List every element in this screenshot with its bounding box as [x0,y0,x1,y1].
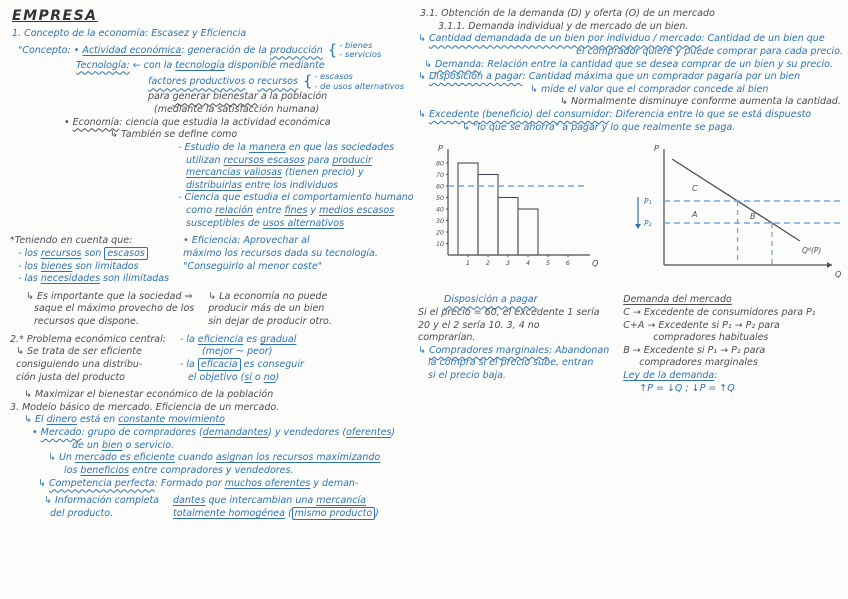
notes-column [208,291,332,329]
region-label-c: C [692,184,698,194]
wavy-underlined-text: Economía [72,116,120,128]
notes-columns [10,235,398,286]
note-line: • Mercado: grupo de compradores (demandantes) y vendedores (oferentes) [32,427,396,438]
underlined-text: bien [101,439,123,451]
boxed-text: mismo producto [292,507,376,520]
notes-column [183,235,378,286]
notes-column [10,291,194,329]
note-line: compradores habituales [653,332,769,344]
underlined-text: sí [244,371,252,383]
note-line: ↳ También se define como [110,129,238,141]
note-line: C+A → Excedente si P₁ → P₂ para [623,319,780,331]
note-line: • Economía: ciencia que estudia la actividad económica [64,116,331,128]
note-line: máximo los recursos dada su tecnología. [183,247,378,259]
wavy-underlined-text: Compradores marginales [428,344,549,356]
note-line: ↳ Se trata de ser eficiente [16,346,142,358]
underlined-text: eficiencia [197,333,244,345]
underlined-text: muchos oferentes [224,477,311,489]
underlined-text: no [263,371,276,383]
note-line: producir más de un bien [208,303,325,315]
x-tick-label: 6 [565,259,571,268]
wavy-underlined-text: Cantidad demandada de un bien por individuo / mercado [428,33,702,45]
wavy-underlined-text: Mercado [40,427,82,438]
note-line: ↳ Maximizar el bienestar económico de la población [24,389,274,401]
note-line: ↳ Información completa [44,495,160,507]
note-line: Ley de la demanda: [623,370,718,381]
note-line: 20 y el 2 sería 10. 3, 4 no [418,319,540,331]
notes-page-left [0,0,414,599]
note-line [418,294,609,307]
note-line: "Conseguirlo al menor coste" [183,260,323,272]
notes-columns [10,334,398,385]
x-tick-label: 5 [545,259,551,268]
underlined-text: relación [215,205,254,216]
underlined-text: recursos [40,247,82,259]
brace-items [314,72,404,91]
y-tick-label: 60 [435,183,444,191]
y-tick-label: 30 [435,218,444,226]
underlined-text: Ley de la demanda [623,370,715,381]
wavy-underlined-text: Excedente (beneficio) del consumidor [428,109,610,120]
wavy-underlined-text: Demanda [434,58,482,70]
market-demand-chart-box [632,139,848,292]
notes-section [10,28,414,230]
bar [518,209,538,255]
demand-curve [672,159,800,241]
note-line: Tecnología: ← con la tecnología disponible mediante [76,59,325,71]
note-line: ↳ Excedente (beneficio) del consumidor: Diferencia entre lo que se está dispuesto [418,109,812,120]
boxed-text: escasos [104,247,148,260]
note-line: como relación entre fines y medios escasos [186,205,395,216]
x-axis-arrow-icon [827,262,832,268]
note-line: el objetivo (sí o no) [187,371,280,383]
y-tick-label: 10 [435,241,444,249]
note-line: 3.1.1. Demanda individual y de mercado de un bien. [438,20,689,32]
notes-columns [10,291,398,329]
y-axis-label: P [438,144,443,154]
note-line: Si el precio = 60, el excedente 1 sería [418,306,600,318]
wavy-underlined-text: factores productivos [148,76,246,88]
note-line: C → Excedente de consumidores para P₁ [623,306,816,318]
note-line: comprarían. [418,332,476,344]
underlined-text: asignan los recursos maximizando [215,452,381,464]
note-line: - las necesidades son ilimitadas [18,273,170,285]
note-line: *Teniendo en cuenta que: [10,235,133,247]
underlined-text: mercancías valiosas [186,167,282,179]
y-axis-label: P [654,144,659,154]
brace-icon: { [327,40,338,59]
underlined-text: necesidades [40,273,101,285]
x-axis-label: Q [592,259,599,269]
note-line: - los recursos son escasos [10,248,169,261]
underlined-text: dantes [173,495,206,507]
underlined-text: bienes [40,260,73,272]
brace-item: - escasos [314,71,353,82]
note-line: ↳ Es importante que la sociedad ⇒ [26,290,193,302]
note-line: consiguiendo una distribu- [16,358,143,370]
note-line: la compra si el precio sube, entran [428,357,594,369]
x-axis-label: Q [835,270,842,280]
note-line: B → Excedente si P₁ → P₂ para [623,344,766,356]
p2-label: P₂ [644,219,652,229]
underlined-text: tecnología [175,59,225,71]
wavy-underlined-text: producción [270,44,323,56]
underlined-text: constante movimiento [118,414,225,426]
brace-icon: { [302,72,313,91]
brace-group [328,41,382,60]
notes-columns [10,495,398,520]
underlined-text: Demanda del mercado [623,294,732,306]
p1-label: P₁ [644,197,652,207]
note-line: - la eficacia es conseguir [179,358,304,370]
note-line: utilizan recursos escasos para producir [186,154,372,166]
note-line: (mediante la satisfacción humana) [154,104,320,115]
y-tick-label: 50 [435,195,444,203]
underlined-text: gradual [260,333,297,345]
note-line: ↳ "lo que se ahorra" a pagar y lo que realmente se paga. [462,121,736,133]
notes-column [10,334,166,385]
underlined-text: dinero [46,414,77,426]
wavy-underlined-text: recursos [257,76,298,88]
willingness-to-pay-chart [418,139,606,281]
bar [458,163,478,255]
note-line: 3. Modelo básico de mercado. Eficiencia de un mercado. [10,401,280,413]
note-line: ↑P = ↓Q ; ↓P = ↑Q [639,382,735,394]
note-line: dantes que intercambian una mercancía [173,495,366,507]
note-line: "Concepto: • Actividad económica: generación de la producción { - bienes - servicios [18,39,382,60]
underlined-text: usos alternativos [262,217,345,229]
note-line: ↳ Normalmente disminuye conforme aumenta la cantidad. [560,96,841,108]
note-line: - Ciencia que estudia el comportamiento humano [178,192,414,204]
note-line: - la eficiencia es gradual [179,333,297,345]
wavy-underlined-text: Competencia perfecta [48,477,155,489]
note-line: sin dejar de producir otro. [208,316,332,327]
underlined-text: mercancía [316,495,366,507]
note-line: - Estudio de la manera en que las sociedades [178,141,395,153]
note-line: ción justa del producto [16,371,125,383]
note-line: el comprador quiere y puede comprar para cada precio. [576,45,844,57]
brace-item: - de usos alternativos [314,80,405,91]
x-tick-label: 4 [525,259,531,268]
notes-column [173,495,379,520]
x-tick-label: 1 [465,259,471,268]
notes-columns [418,294,842,395]
y-tick-label: 80 [435,160,444,168]
underlined-text: beneficios [80,464,129,476]
note-line: compradores marginales [639,357,758,369]
underlined-text: medios escasos [319,205,395,216]
boxed-text: eficacia [198,358,241,371]
underlined-text: totalmente homogénea [173,507,285,519]
y-tick-label: 20 [435,229,444,237]
underlined-text: manera [249,141,286,153]
note-line: ↳ La economía no puede [208,290,328,302]
region-label-b: B [750,212,756,222]
note-line: 3.1. Obtención de la demanda (D) y oferta (O) de un mercado [420,8,715,19]
brace-item: - servicios [339,49,382,60]
note-line [623,294,815,307]
note-line: ↳ Disposición a pagar: Cantidad máxima que un comprador pagaría por un bien [418,71,801,83]
note-line: ↳ Demanda: Relación entre la cantidad que se desea comprar de un bien y su precio. [424,58,833,70]
note-line: ↳ Competencia perfecta: Formado por muchos oferentes y deman- [38,477,359,489]
charts-row [418,139,842,292]
note-line: mercancías valiosas (tienen precio) y [186,167,364,179]
notes-column [180,334,304,385]
y-tick-label: 40 [435,206,444,214]
underlined-text: demandantes [202,427,269,438]
underlined-text: distribuirlas [186,179,242,191]
brace-group [303,72,404,91]
underlined-text: fines [284,205,308,216]
note-line: susceptibles de usos alternativos [186,217,345,229]
note-line: ↳ Cantidad demandada de un bien por individuo / mercado: Cantidad de un bien que [418,33,825,45]
note-line: ↳ Compradores marginales: Abandonan [418,344,610,356]
note-line: del producto. [50,507,114,519]
note-line: recursos que dispone. [34,316,139,327]
underlined-text: oferentes [346,427,392,438]
notes-column [10,495,159,520]
bar [498,198,518,256]
brace-item: - bienes [339,39,373,50]
market-demand-chart [632,139,848,289]
note-line: ↳ Un mercado es eficiente cuando asignan los recursos maximizando [48,452,381,464]
note-line: 1. Concepto de la economía: Escasez y Eficiencia [12,28,247,39]
underlined-text: mercado es eficiente [74,452,175,464]
note-line: si el precio baja. [428,370,506,381]
note-line: para generar bienestar a la población [148,91,328,103]
note-line: saque el máximo provecho de los [34,303,195,315]
note-line: - los bienes son limitados [18,260,139,272]
wavy-underlined-text: Tecnología: [76,59,130,71]
wavy-underlined-text: Disposición a pagar [428,71,523,83]
wavy-underlined-text: generar bienestar [172,91,258,103]
notes-section [418,8,842,134]
notes-page-right [404,0,848,599]
note-line: ↳ mide el valor que el comprador concede al bien [530,83,769,95]
note-line: ↳ El dinero está en constante movimiento [24,414,225,426]
underlined-text: recursos escasos [223,154,305,166]
note-line: (mejor ~ peor) [201,346,273,358]
wavy-underlined-text: Disposición a pagar [444,294,538,306]
brace-items [339,41,381,60]
notes-column [418,294,609,395]
underlined-text: producir [332,154,372,166]
note-line: factores productivos o recursos { - escasos - de usos alternativos [148,71,405,91]
demand-curve-label: Qᵈ(P) [802,246,822,256]
x-tick-label: 2 [485,259,491,268]
price-drop-arrow-icon [635,224,641,229]
notes-column [623,294,815,395]
notes-column [10,235,169,286]
note-line: 2.* Problema económico central: [10,333,166,345]
page-title: EMPRESA [12,8,98,24]
x-tick-label: 3 [505,259,511,268]
note-line: de un bien o servicio. [72,439,175,451]
underlined-text: Actividad económica [82,44,182,56]
note-line: • Eficiencia: Aprovechar al [183,235,310,247]
region-label-a: A [692,210,698,220]
note-line: los beneficios entre compradores y vendedores. [64,464,294,476]
y-tick-label: 70 [435,172,444,180]
note-line: distribuirlas entre los individuos [186,179,339,191]
notes-section [10,389,398,490]
note-line: totalmente homogénea ( mismo producto ) [173,507,379,519]
willingness-to-pay-chart-box [418,139,606,284]
